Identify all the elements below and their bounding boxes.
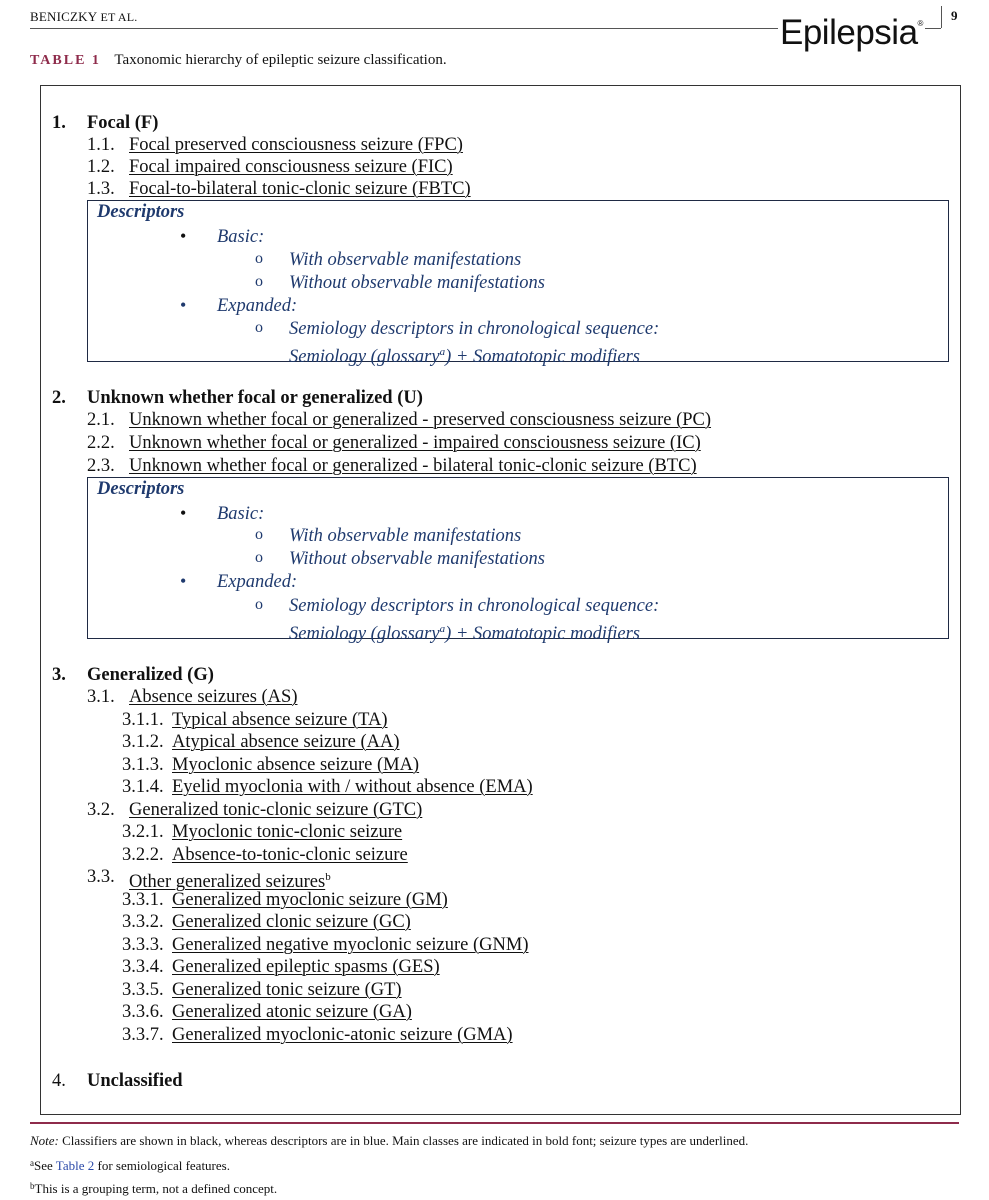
seizure-type-fpc: Focal preserved consciousness seizure (FPC) bbox=[129, 135, 463, 155]
descriptor-with-observable: With observable manifestations bbox=[289, 526, 522, 546]
descriptor-basic: Basic: bbox=[217, 227, 265, 247]
class-focal-title: Focal (F) bbox=[87, 113, 159, 133]
descriptor-expanded: Expanded: bbox=[217, 296, 298, 316]
seizure-type-gma: Generalized myoclonic-atonic seizure (GMA) bbox=[172, 1025, 513, 1045]
table-label: TABLE 1 bbox=[30, 53, 101, 68]
footnote-a: $^a$See Table 2 for semiological features. bbox=[30, 1158, 230, 1173]
circle-bullet-icon: o bbox=[255, 319, 263, 336]
page-separator bbox=[941, 6, 942, 28]
class-unclassified-number: 4. bbox=[52, 1071, 66, 1091]
seizure-type-ta: Typical absence seizure (TA) bbox=[172, 710, 388, 730]
absence-item-number: 3.1.4. bbox=[122, 777, 164, 797]
table-2-link[interactable]: Table 2 bbox=[55, 1158, 95, 1173]
seizure-type-absence-to-tonic-clonic: Absence-to-tonic-clonic seizure bbox=[172, 845, 408, 865]
class-generalized-number: 3. bbox=[52, 665, 66, 685]
seizure-type-ma: Myoclonic absence seizure (MA) bbox=[172, 755, 420, 775]
descriptors-title: Descriptors bbox=[97, 479, 185, 499]
other-item-number: 3.3.2. bbox=[122, 912, 164, 932]
descriptor-semiology-sequence: Semiology descriptors in chronological sequence: bbox=[289, 319, 660, 339]
bullet-icon: • bbox=[180, 226, 187, 246]
circle-bullet-icon: o bbox=[255, 250, 263, 267]
other-item-number: 3.3.3. bbox=[122, 935, 164, 955]
unknown-item-number: 2.3. bbox=[87, 456, 115, 476]
other-item-number: 3.3.1. bbox=[122, 890, 164, 910]
seizure-type-ic: Unknown whether focal or generalized - impaired consciousness seizure (IC) bbox=[129, 433, 701, 453]
page-number: 9 bbox=[951, 8, 958, 23]
class-unknown-number: 2. bbox=[52, 388, 66, 408]
journal-name: Epilepsia bbox=[780, 13, 918, 52]
table-caption bbox=[30, 52, 447, 69]
running-head-authors: BENICZKY bbox=[30, 9, 98, 24]
running-head bbox=[30, 9, 138, 25]
footnote-b-mark: b bbox=[30, 1181, 35, 1191]
other-item-number: 3.3.6. bbox=[122, 1002, 164, 1022]
descriptor-semiology-sequence: Semiology descriptors in chronological sequence: bbox=[289, 596, 660, 616]
seizure-type-ga: Generalized atonic seizure (GA) bbox=[172, 1002, 412, 1022]
class-unclassified-title: Unclassified bbox=[87, 1071, 183, 1091]
journal-registered-mark: ® bbox=[917, 19, 923, 28]
bullet-icon: • bbox=[180, 503, 187, 523]
gtc-item-number: 3.2.1. bbox=[122, 822, 164, 842]
seizure-type-fbtc: Focal-to-bilateral tonic-clonic seizure (FBTC) bbox=[129, 179, 471, 199]
seizure-type-fic: Focal impaired consciousness seizure (FIC) bbox=[129, 157, 453, 177]
seizure-type-gnm: Generalized negative myoclonic seizure (GNM) bbox=[172, 935, 529, 955]
class-generalized-title: Generalized (G) bbox=[87, 665, 214, 685]
journal-logo bbox=[778, 0, 925, 57]
descriptor-with-observable: With observable manifestations bbox=[289, 250, 522, 270]
other-item-number: 3.3.7. bbox=[122, 1025, 164, 1045]
descriptor-semiology-glossary: Semiology (glossary$^a$) + Somatotopic modifiers bbox=[289, 346, 640, 367]
seizure-type-ema: Eyelid myoclonia with / without absence (EMA) bbox=[172, 777, 533, 797]
other-item-number: 3.3.5. bbox=[122, 980, 164, 1000]
descriptor-without-observable: Without observable manifestations bbox=[289, 549, 545, 569]
table-note bbox=[30, 1133, 748, 1149]
circle-bullet-icon: o bbox=[255, 549, 263, 566]
descriptor-semiology-glossary: Semiology (glossary$^a$) + Somatotopic modifiers bbox=[289, 623, 640, 644]
seizure-type-pc: Unknown whether focal or generalized - preserved consciousness seizure (PC) bbox=[129, 410, 712, 430]
note-label: Note: bbox=[30, 1133, 59, 1148]
focal-item-number: 1.2. bbox=[87, 157, 115, 177]
class-unknown-title: Unknown whether focal or generalized (U) bbox=[87, 388, 423, 408]
circle-bullet-icon: o bbox=[255, 596, 263, 613]
circle-bullet-icon: o bbox=[255, 273, 263, 290]
generalized-item-number: 3.2. bbox=[87, 800, 115, 820]
absence-item-number: 3.1.3. bbox=[122, 755, 164, 775]
focal-item-number: 1.1. bbox=[87, 135, 115, 155]
footnote-b: $^b$This is a grouping term, not a defined concept. bbox=[30, 1181, 278, 1196]
seizure-type-gm: Generalized myoclonic seizure (GM) bbox=[172, 890, 448, 910]
seizure-type-btc: Unknown whether focal or generalized - bilateral tonic-clonic seizure (BTC) bbox=[129, 456, 697, 476]
footnote-rule bbox=[30, 1122, 959, 1124]
absence-item-number: 3.1.1. bbox=[122, 710, 164, 730]
descriptors-title: Descriptors bbox=[97, 202, 185, 222]
descriptor-without-observable: Without observable manifestations bbox=[289, 273, 545, 293]
generalized-item-number: 3.1. bbox=[87, 687, 115, 707]
generalized-item-number: 3.3. bbox=[87, 867, 115, 887]
seizure-type-gt: Generalized tonic seizure (GT) bbox=[172, 980, 402, 1000]
note-text: Classifiers are shown in black, whereas descriptors are in blue. Main classes are indicated in bold font; seizure types are underlined. bbox=[62, 1133, 749, 1148]
circle-bullet-icon: o bbox=[255, 526, 263, 543]
seizure-type-gc: Generalized clonic seizure (GC) bbox=[172, 912, 411, 932]
seizure-type-aa: Atypical absence seizure (AA) bbox=[172, 732, 400, 752]
footnote-a-mark: a bbox=[30, 1158, 34, 1168]
bullet-icon: • bbox=[180, 295, 187, 315]
seizure-type-as: Absence seizures (AS) bbox=[129, 687, 298, 707]
other-generalized-heading: Other generalized seizures$^b$ bbox=[129, 871, 331, 892]
seizure-type-myoclonic-tonic-clonic: Myoclonic tonic-clonic seizure bbox=[172, 822, 403, 842]
unknown-item-number: 2.2. bbox=[87, 433, 115, 453]
focal-item-number: 1.3. bbox=[87, 179, 115, 199]
other-item-number: 3.3.4. bbox=[122, 957, 164, 977]
class-focal-number: 1. bbox=[52, 113, 66, 133]
descriptor-expanded: Expanded: bbox=[217, 572, 298, 592]
table-caption-text: Taxonomic hierarchy of epileptic seizure classification. bbox=[114, 52, 447, 68]
descriptor-basic: Basic: bbox=[217, 504, 265, 524]
gtc-item-number: 3.2.2. bbox=[122, 845, 164, 865]
seizure-type-gtc: Generalized tonic-clonic seizure (GTC) bbox=[129, 800, 423, 820]
unknown-item-number: 2.1. bbox=[87, 410, 115, 430]
bullet-icon: • bbox=[180, 571, 187, 591]
seizure-type-ges: Generalized epileptic spasms (GES) bbox=[172, 957, 440, 977]
absence-item-number: 3.1.2. bbox=[122, 732, 164, 752]
running-head-authors-suffix: ET AL. bbox=[100, 10, 138, 24]
